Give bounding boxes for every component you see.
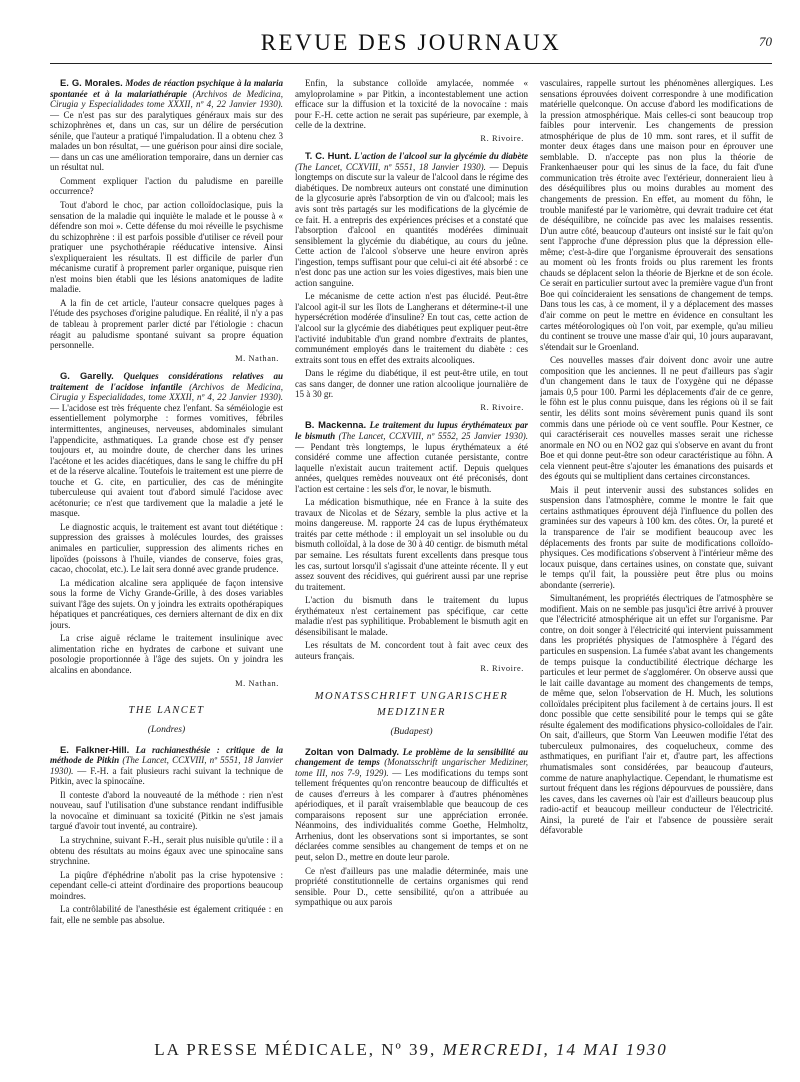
paragraph: A la fin de cet article, l'auteur consacre quelques pages à l'étude des psychoses d'origine paludique. En réalité, il n'y a pas de tableau à proprement parler dicté par l'étiologie : chacun réagit au paludisme spontané suivant sa propre équation personnelle.	[50, 297, 283, 351]
article-source: (Archivos de Medicina, Cirugia y Especialidades, tome XXXII, nº 4, 22 Janvier 1930).	[50, 381, 283, 403]
paragraph: Le diagnostic acquis, le traitement est avant tout diététique : suppression des graisses à molécules lourdes, des graisses animales en particulier, suppression des aliments riches en lipoïdes (poissons à l'huile, viandes de conserve, foies gras, cacao, chocolat, etc.). Le lait sera donné avec grande prudence.	[50, 521, 283, 575]
paragraph: La médication bismuthique, née en France à la suite des travaux de Nicolas et de Sézary, semble la plus active et la moins dangereuse. M. rapporte 24 cas de lupus érythémateux traités par cette méthode : il employait un sel insoluble ou du bismuth colloïdal, à la dose de 30 à 40 centigr. de bismuth métal par semaine. Les résultats furent excellents dans presque tous les cas, surtout lorsqu'il s'agissait d'une atteinte récente. Il y eut assez souvent des récidives, qui guérirent aussi par une reprise du traitement.	[295, 497, 528, 592]
article-text: — L'acidose est très fréquente chez l'enfant. Sa séméiologie est essentiellement polymorphe : formes vomitives, fébriles intermittentes, angineuses, nerveuses, abdominales simulant l'appendicite, asthmatiques. La grande chose est d'y penser toujours et, au moindre doute, de chercher dans les urines l'acétone et les acides diacétiques, dans le sang le chiffre du pH et de la réserve alcaline. Toutefois le traitement est une pierre de touche et G. cite, en particulier, des cas de méningite tuberculeuse qui avaient tout d'abord simulé l'acidose avec acétonurie; ce n'est que tardivement que la maladie a jeté le masque.	[50, 402, 283, 519]
article-title: Quelques considérations relatives au traitement de l'acidose infantile	[50, 371, 283, 392]
article-title: Le traitement du lupus érythémateux par le bismuth	[295, 420, 528, 441]
journal-heading: MONATSSCHRIFT UNGARISCHER MEDIZINER	[314, 690, 509, 718]
article-author: Zoltan von Dalmady.	[305, 745, 399, 757]
article-author: T. C. Hunt.	[305, 150, 352, 162]
article-hunt	[295, 151, 528, 288]
paragraph: Ces nouvelles masses d'air doivent donc avoir une autre composition que les anciennes. Il ne peut d'ailleurs pas s'agir d'un changement dans le taux de l'oxygène qui ne dépasse jamais 0,5 pour 100. Parmi les déplacements d'air de ce genre, le föhn est le plus connu puisque, dans les régions où il se fait sentir, les délits sont moins sévèrement punis quand ils sont commis dans une période où ce vent souffle. Pour Kestner, ce qui caractériserait ces nouvelles masses serait une richesse anormale en NO ou en NO2 gaz qui s'observe en avant du front Boe et qui donne peut-être son odeur caractéristique au föhn. A cela viennent peut-être s'ajouter les émanations des puisards et des égouts qui se multiplient dans certaines circonstances.	[540, 355, 773, 482]
article-falkner-hill	[50, 745, 283, 787]
page-number: 70	[759, 34, 772, 49]
article-signature: R. Rivoire.	[480, 664, 524, 674]
article-author: E. G. Morales.	[60, 78, 123, 88]
article-text: — F.-H. a fait plusieurs rachi suivant la technique de Pitkin, avec la spinocaïne.	[50, 765, 283, 787]
article-source: (The Lancet, CCXVIII, nº 5551, 18 Janvier 1930).	[295, 161, 486, 172]
article-garelly	[50, 371, 283, 519]
article-title: Le problème de la sensibilité au changement de temps	[295, 746, 528, 768]
page-footer	[50, 1040, 772, 1060]
paragraph: Ce n'est d'ailleurs pas une maladie déterminée, mais une propriété constitutionnelle de certains organismes qui rend sensible. Pour D., cette sensibilité, qu'on a attribuée au sympathique ou aux parois	[295, 865, 528, 908]
paragraph: Enfin, la substance colloïde amylacée, nommée « amyloprolamine » par Pitkin, a incontestablement une action efficace sur la diffusion et la toxicité de la novocaïne : mais pour F.-H. cette action ne serait pas supérieure, par exemple, à celle de la dextrine.	[295, 78, 528, 131]
journal-heading: THE LANCET	[128, 705, 205, 717]
article-title: La rachianesthésie : critique de la méthode de Pitkin	[50, 744, 283, 766]
article-author: G. Garelly.	[60, 370, 114, 382]
article-source: (The Lancet, CCXVIII, nº 5552, 25 Janvier 1930).	[338, 430, 528, 441]
paragraph: Il conteste d'abord la nouveauté de la méthode : rien n'est nouveau, sauf l'utilisation d'une substance rendant indiffusible la novocaïne et diminuant sa toxicité (Pitkin ne s'est jamais targué d'avoir tout inventé, au contraire).	[50, 789, 283, 832]
column-3	[540, 78, 773, 1028]
paragraph: La crise aiguë réclame le traitement insulinique avec alimentation riche en hydrates de carbone et suivant une posologie proportionnée à l'âge des sujets. On y joindra les alcalins en abondance.	[50, 633, 283, 675]
article-title: L'action de l'alcool sur la glycémie du diabète	[354, 151, 528, 162]
article-signature: R. Rivoire.	[480, 133, 524, 143]
article-source: (The Lancet, CCXVIII, nº 5551, 18 Janvier 1930).	[50, 755, 283, 776]
footer-journal: LA PRESSE MÉDICALE, Nº 39,	[154, 1040, 437, 1059]
column-1	[50, 78, 283, 1028]
page-header	[50, 28, 772, 64]
article-dalmady	[295, 747, 528, 863]
article-signature: M. Nathan.	[235, 678, 279, 688]
article-signature: M. Nathan.	[235, 353, 279, 363]
paragraph: La médication alcaline sera appliquée de façon intensive sous la forme de Vichy Grande-Grille, à des doses variables suivant l'âge des sujets. On y joindra les extraits opothérapiques hépatiques et pancréatiques, ces derniers alternant de dix en dix jours.	[50, 577, 283, 630]
paragraph: Mais il peut intervenir aussi des substances solides en suspension dans l'atmosphère, comme le montre le fait que certains asthmatiques éprouvent déjà l'influence du pollen des graminées sur des vapeurs à 100 km. des côtes. Or, la pureté et la transparence de l'air se modifient beaucoup avec les déplacements des fronts par suite de modifications colloïdo-physiques. Ces modifications s'observent à l'intérieur même des locaux puisque, dans certaines usines, on constate que, suivant le temps qu'il fait, la poussière peut être plus ou moins abondante (serrerie).	[540, 484, 773, 590]
paragraph: La piqûre d'éphédrine n'abolit pas la crise hypotensive : cependant celle-ci atteint d'ordinaire des proportions beaucoup moindres.	[50, 869, 283, 901]
paragraph: Tout d'abord le choc, par action colloïdoclasique, puis la sensation de la maladie qui inquiète le malade et le pousse à « défendre son moi ». Cette défense du moi réveille le psychisme du schizophrène : il est parfois possible d'utiliser ce réveil pour pratiquer une psychothérapie rééducative intensive. Ainsi s'expliqueraient les résultats. Il est difficile de parler d'un mécanisme curatif à proprement parler organique, puisque rien n'est moins bien établi que les lésions anatomiques de ladite maladie.	[50, 200, 283, 295]
paragraph: Dans le régime du diabétique, il est peut-être utile, en tout cas sans danger, de donner une ration alcoolique journalière de 15 à 30 gr.	[295, 368, 528, 400]
article-source: (Monatsschrift ungarischer Mediziner, tome III, nos 7-9, 1929).	[295, 757, 528, 778]
paragraph: Les résultats de M. concordent tout à fait avec ceux des auteurs français.	[295, 640, 528, 661]
paragraph: La contrôlabilité de l'anesthésie est également critiquée : en fait, elle ne semble pas absolue.	[50, 904, 283, 925]
article-text: — Les modifications du temps sont tellement fréquentes qu'on rencontre beaucoup de difficultés et de causes d'erreurs à les comparer à d'autres phénomènes apériodiques, et il paraît vraisemblable que beaucoup de ces comparaisons reposent sur une appréciation erronée. Néanmoins, des individualités comme Goethe, Helmholtz, Arrhenius, dont les observations sont si importantes, se sont déclarées comme sensibles au changement de temps et on ne peut, selon D., mettre en doute leur parole.	[295, 767, 528, 862]
journal-city: (Londres)	[147, 724, 186, 736]
article-source: (Archivos de Medicina, Cirugia y Especialidades tome XXXII, nº 4, 22 Janvier 1930).	[50, 88, 283, 110]
paragraph: Simultanément, les propriétés électriques de l'atmosphère se modifient. Mais on ne semble pas jusqu'ici être arrivé à prouver que l'électricité atmosphérique ait un effet sur l'organisme. Par contre, on doit songer à l'électricité qui intervient puissamment dans les propriétés physiques de l'atmosphère à l'égard des particules en suspension. La fumée s'abat avant les changements de temps puisque la conductibilité électrique décharge les particules et leur permet de s'agglomérer. On observe aussi que le lait caille davantage au moment des changements de temps, de même que, selon l'observation de H. Much, les solutions colloïdales précipitent plus facilement à de certains jours. Il est donc possible que cette sensibilité pour le temps qui se gâte résulte également des modifications physico-colloïdales de l'air. On sait, d'ailleurs, que Storm Van Leeuwen modifie l'état des tuberculeux pulmonaires, des coquelucheux, comme des asthmatiques, en purifiant l'air et, d'autre part, les affections rhumatismales sont considérées, par beaucoup d'auteurs, comme de nature anaphylactique. Cependant, le rhumatisme est surtout fréquent dans les régions dépourvues de poussière, dans les caves, dans les cavernes où l'air est d'ailleurs beaucoup plus radio-actif et beaucoup meilleur conducteur de l'électricité. Ainsi, la pureté de l'air et l'absence de poussière serait défavorable	[540, 593, 773, 836]
paragraph: Comment expliquer l'action du paludisme en pareille occurrence?	[50, 175, 283, 197]
running-title: REVUE DES JOURNAUX	[260, 30, 562, 55]
paragraph: vasculaires, rappelle surtout les phénomènes allergiques. Les sensations éprouvées doivent correspondre à une modification matérielle quelconque. On accuse d'abord les modifications de la pression atmosphérique. Mais celles-ci sont beaucoup trop faibles pour intervenir. Les changements de pression atmosphérique de plus de 10 mm. sont rares, et il suffit de monter deux étages dans une maison pour en éprouver une semblable. D. n'accepte pas non plus la théorie de Frankenhaeuser pour qui les sinus de la face, du fait d'une communication très étroite avec l'extérieur, donneraient lieu à des déséquilibres plus ou moins durables au moment des changements de pression. En effet, au moment du föhn, le trouble manifesté par le variomètre, qui devrait traduire cet état de déséquilibre, ne coïncide pas avec les malaises ressentis. D'un autre côté, beaucoup d'auteurs ont insisté sur le fait qu'on sent l'approche d'une dépression plus que la dépression elle-même; c'est-à-dire que l'organisme éprouverait des sensations au moment où les fronts froids ou plus rarement les fronts chauds se déplacent selon la théorie de Bjerkne et de son école. Ce serait en particulier surtout avec la première vague d'un front Boe qui coïncideraient les sensations de changement de temps. Dans tous les cas, à ce moment, il y a déplacement des masses d'air comme on peut le mettre en évidence en consultant les cartes météorologiques où l'on voit, par exemple, qu'au milieu du continent se trouve une masse d'air qui, 10 jours auparavant, s'étendait sur le Groenland.	[540, 78, 773, 352]
journal-city: (Budapest)	[390, 725, 433, 737]
article-text: — Ce n'est pas sur des paralytiques généraux mais sur des schizophrènes et, dans un cas, sur un délire de persécution sénile, que l'auteur a pratiqué l'impaludation. Il a obtenu chez 3 malades un bon résultat, — une guérison pour ainsi dire sociale, — dans un cas une amélioration temporaire, dans un dernier cas un résultat nul.	[50, 109, 283, 173]
header-rule	[50, 63, 772, 64]
article-author: E. Falkner-Hill.	[60, 743, 130, 755]
article-text: — Depuis longtemps on discute sur la valeur de l'alcool dans le régime des diabétiques. De nombreux auteurs ont constaté une diminution de la glycosurie après l'absorption de vin ou d'alcool; mais les avis sont très partagés sur les modifications de la glycémie de ce fait. H. a entrepris des expériences précises et a constaté que l'absorption d'alcool en quantités modérées diminuait sensiblement la glycémie du diabétique, au cours du jeûne. Cette action de l'alcool s'observe une heure environ après l'ingestion, temps suffisant pour que celui-ci ait été absorbé : ce n'est donc pas une action sur les voies digestives, mais bien une action sanguine.	[295, 161, 528, 288]
article-signature: R. Rivoire.	[480, 402, 524, 412]
article-mackenna	[295, 420, 528, 494]
article-text: — Pendant très longtemps, le lupus érythémateux a été considéré comme une affection cutanée persistante, contre laquelle n'existait aucun traitement actif. Depuis quelques années, quelques remèdes nouveaux ont été préconisés, dont l'action est certaine : les sels d'or, le novar, le bismuth.	[295, 441, 528, 494]
article-title: Modes de réaction psychique à la malaria spontanée et à la malariathérapie	[50, 78, 283, 99]
paragraph: Le mécanisme de cette action n'est pas élucidé. Peut-être l'alcool agit-il sur les îlots de Langherans et détermine-t-il une hypersécrétion modérée d'insuline? En tout cas, cette action de l'alcool sur la glycémie des diabétiques peut expliquer peut-être l'activité indubitable d'un grand nombre d'extraits de plantes, communément employés dans le traitement du diabète : ces extraits sont tous en effet des extraits alcooliques.	[295, 291, 528, 365]
paragraph: L'action du bismuth dans le traitement du lupus érythémateux n'est certainement pas spécifique, car cette maladie n'est pas syphilitique. Probablement le bismuth agit en désensibilisant le malade.	[295, 595, 528, 637]
paragraph: La strychnine, suivant F.-H., serait plus nuisible qu'utile : il a obtenu des résultats au moins égaux avec une spinocaïne sans strychnine.	[50, 835, 283, 867]
article-morales	[50, 78, 283, 173]
article-author: B. Mackenna.	[305, 419, 367, 431]
column-2	[295, 78, 528, 1028]
text-columns	[50, 78, 772, 1028]
footer-date: MERCREDI, 14 MAI 1930	[442, 1040, 668, 1059]
